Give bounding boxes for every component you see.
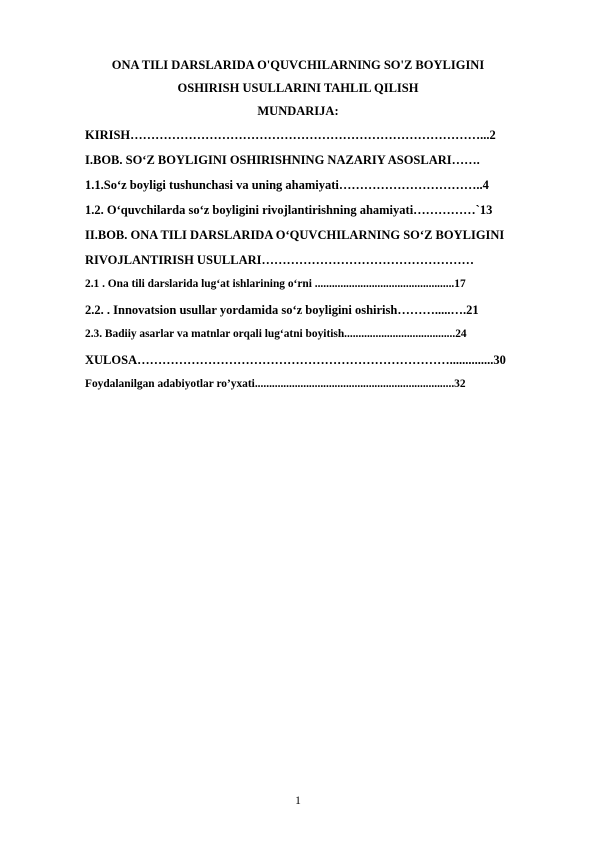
toc-entry-chapter-1: I.BOB. SO‘Z BOYLIGINI OSHIRISHNING NAZARIY ASOSLARI…….	[85, 153, 480, 167]
toc-entry-conclusion: XULOSA…………………………………………………………………..............30	[85, 353, 506, 367]
toc-entry-section-2-1: 2.1 . Ona tili darslarida lug‘at ishlarining o‘rni .................................................17	[85, 278, 466, 290]
contents-heading: MUNDARIJA:	[257, 104, 339, 118]
toc-entry-introduction: KIRISH…………………………………………………………………………...2	[85, 128, 496, 142]
toc-entry-chapter-2-line-1: II.BOB. ONA TILI DARSLARIDA O‘QUVCHILARNING SO‘Z BOYLIGINI	[85, 228, 505, 242]
toc-entry-section-2-3: 2.3. Badiiy asarlar va matnlar orqali lug‘atni boyitish.......................................24	[85, 328, 467, 340]
toc-entry-section-1-2: 1.2. O‘quvchilarda so‘z boyligini rivojlantirishning ahamiyati……………`13	[85, 203, 493, 217]
toc-entry-section-1-1: 1.1.So‘z boyligi tushunchasi va uning ahamiyati……………………………..4	[85, 178, 489, 192]
document-title-line-1: ONA TILI DARSLARIDA O'QUVCHILARNING SO'Z BOYLIGINI	[111, 58, 485, 72]
document-title-line-2: OSHIRISH USULLARINI TAHLIL QILISH	[177, 81, 419, 95]
page-number: 1	[295, 795, 301, 807]
toc-entry-references: Foydalanilgan adabiyotlar ro’yxati......................................................................32	[85, 378, 466, 390]
toc-entry-chapter-2-line-2: RIVOJLANTIRISH USULLARI……………………………………………	[85, 253, 475, 267]
toc-entry-section-2-2: 2.2. . Innovatsion usullar yordamida so‘z boyligini oshirish……….....….21	[85, 303, 479, 317]
